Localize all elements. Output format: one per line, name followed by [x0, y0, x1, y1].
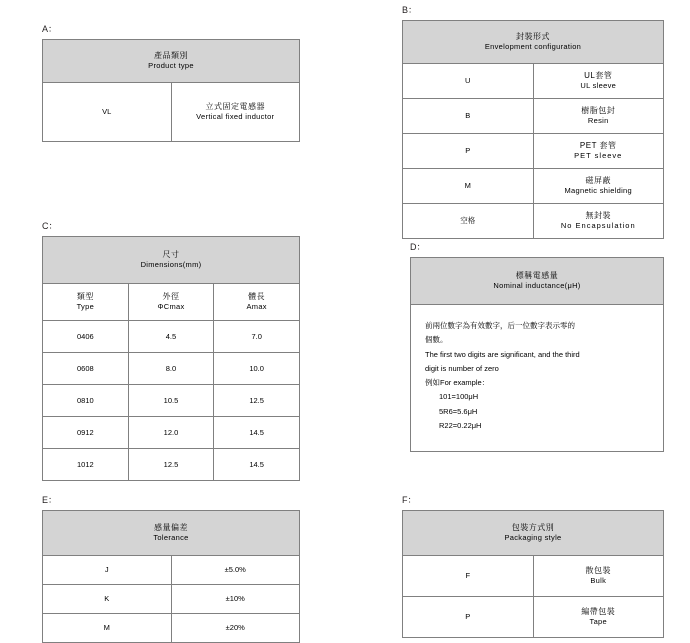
desc-cn: 磁屏蔽 [585, 176, 611, 186]
desc-cn: UL套管 [584, 71, 613, 81]
dimension-diameter: 8.0 [128, 353, 214, 385]
section-d-nominal-inductance [410, 240, 664, 452]
header-cn: 產品類別 [154, 51, 188, 61]
desc-en: Vertical fixed inductor [196, 112, 275, 122]
header-en: Product type [148, 61, 194, 71]
desc-cn: 散包裝 [585, 566, 611, 576]
dimension-diameter: 12.0 [128, 417, 214, 449]
table-row [43, 556, 300, 585]
table-row [43, 585, 300, 614]
section-d-label: D： [410, 242, 426, 252]
envelopment-desc [533, 134, 664, 169]
tolerance-value: ±10% [171, 585, 300, 614]
envelopment-table [402, 20, 664, 239]
desc-cn: PET 套管 [579, 141, 617, 151]
header-en: Nominal inductance(μH) [493, 281, 581, 291]
envelopment-desc [533, 64, 664, 99]
col-cn: 類型 [76, 292, 94, 302]
section-e-label: E： [42, 495, 58, 505]
table-row [403, 597, 664, 638]
desc-en: Resin [587, 116, 609, 126]
tolerance-table [42, 510, 300, 643]
dimension-length: 7.0 [214, 321, 300, 353]
header-en: Packaging style [504, 533, 562, 543]
desc-line: The first two digits are significant, and the third [425, 349, 580, 359]
dimension-length: 14.5 [214, 449, 300, 481]
section-f-label: F： [402, 495, 417, 505]
section-b-label: B： [402, 5, 418, 15]
desc-line: digit is number of zero [425, 363, 499, 373]
envelopment-code: B [403, 99, 534, 134]
header-en: Envelopment configuration [484, 42, 582, 52]
table-row [403, 134, 664, 169]
product-type-desc [171, 83, 300, 142]
nominal-inductance-description [410, 305, 664, 452]
example-line: 101=100μH [439, 392, 479, 402]
product-type-table [42, 39, 300, 142]
col-cn: 外徑 [162, 292, 180, 302]
desc-en: UL sleeve [580, 81, 617, 91]
tolerance-value: ±20% [171, 614, 300, 643]
dimensions-header-cell [43, 237, 300, 284]
dimension-diameter: 10.5 [128, 385, 214, 417]
header-en: Tolerance [153, 533, 189, 543]
column-header-type [43, 284, 129, 321]
dimension-type: 0810 [43, 385, 129, 417]
table-header-row [403, 21, 664, 64]
table-row [403, 204, 664, 239]
envelopment-code: P [403, 134, 534, 169]
table-row [403, 99, 664, 134]
header-en: Dimensions(mm) [140, 260, 202, 270]
column-header-length [214, 284, 300, 321]
desc-en: No Encapsulation [560, 221, 636, 231]
dimension-type: 1012 [43, 449, 129, 481]
col-en: Amax [246, 302, 267, 312]
col-en: ΦCmax [157, 302, 185, 312]
section-c-dimensions [42, 219, 300, 481]
header-cn: 感量偏差 [154, 523, 188, 533]
desc-cn: 編帶包裝 [581, 607, 616, 617]
envelopment-header-cell [403, 21, 664, 64]
col-en: Type [76, 302, 95, 312]
table-row [43, 614, 300, 643]
envelopment-code: U [403, 64, 534, 99]
section-e-tolerance [42, 493, 300, 643]
tolerance-value: ±5.0% [171, 556, 300, 585]
packaging-code: F [403, 556, 534, 597]
header-cn: 尺寸 [162, 250, 180, 260]
header-cn: 包裝方式別 [511, 523, 555, 533]
packaging-code: P [403, 597, 534, 638]
desc-en: Magnetic shielding [564, 186, 633, 196]
table-row [43, 385, 300, 417]
dimension-diameter: 4.5 [128, 321, 214, 353]
table-row [43, 449, 300, 481]
col-cn: 體長 [248, 292, 266, 302]
table-header-row [43, 237, 300, 284]
product-type-code: VL [43, 83, 172, 142]
desc-en: Tape [589, 617, 607, 627]
section-a-label: A： [42, 24, 58, 34]
header-cn: 封裝形式 [516, 32, 550, 42]
desc-cn: 樹脂包封 [581, 106, 616, 116]
desc-line: 前兩位數字為有效數字，后一位數字表示零的 [425, 321, 575, 330]
envelopment-desc [533, 99, 664, 134]
table-column-header-row [43, 284, 300, 321]
tolerance-code: M [43, 614, 172, 643]
product-type-header-cell [43, 40, 300, 83]
example-line: R22=0.22μH [439, 420, 482, 430]
desc-en: Bulk [590, 576, 607, 586]
packaging-header-cell [403, 511, 664, 556]
table-header-row [43, 511, 300, 556]
column-header-diameter [128, 284, 214, 321]
table-header-row [411, 258, 664, 305]
packaging-desc [533, 556, 664, 597]
dimension-diameter: 12.5 [128, 449, 214, 481]
table-header-row [43, 40, 300, 83]
dimension-type: 0608 [43, 353, 129, 385]
nominal-inductance-header-table [410, 257, 664, 305]
table-header-row [403, 511, 664, 556]
dimensions-table [42, 236, 300, 481]
envelopment-desc [533, 204, 664, 239]
table-row [43, 321, 300, 353]
table-row [43, 353, 300, 385]
dimension-length: 12.5 [214, 385, 300, 417]
packaging-style-table [402, 510, 664, 638]
table-row [403, 169, 664, 204]
envelopment-code: M [403, 169, 534, 204]
dimension-length: 10.0 [214, 353, 300, 385]
table-row [43, 83, 300, 142]
tolerance-code: J [43, 556, 172, 585]
table-row [403, 64, 664, 99]
desc-cn: 立式固定電感器 [205, 102, 265, 112]
section-a-product-type [42, 22, 300, 142]
dimension-type: 0406 [43, 321, 129, 353]
envelopment-desc [533, 169, 664, 204]
dimension-length: 14.5 [214, 417, 300, 449]
tolerance-header-cell [43, 511, 300, 556]
desc-cn: 無封裝 [585, 211, 611, 221]
nominal-inductance-header-cell [411, 258, 664, 305]
dimension-type: 0912 [43, 417, 129, 449]
table-row [403, 556, 664, 597]
table-row [43, 417, 300, 449]
section-f-packaging-style [402, 493, 664, 638]
section-c-label: C： [42, 221, 58, 231]
desc-line: 個數。 [425, 335, 448, 345]
desc-line: 例如For example： [425, 378, 490, 387]
packaging-desc [533, 597, 664, 638]
header-cn: 標稱電感量 [515, 271, 559, 281]
section-b-envelopment [402, 3, 664, 239]
desc-en: PET sleeve [574, 151, 623, 161]
envelopment-code: 空格 [403, 204, 534, 239]
tolerance-code: K [43, 585, 172, 614]
example-line: 5R6=5.6μH [439, 406, 478, 416]
